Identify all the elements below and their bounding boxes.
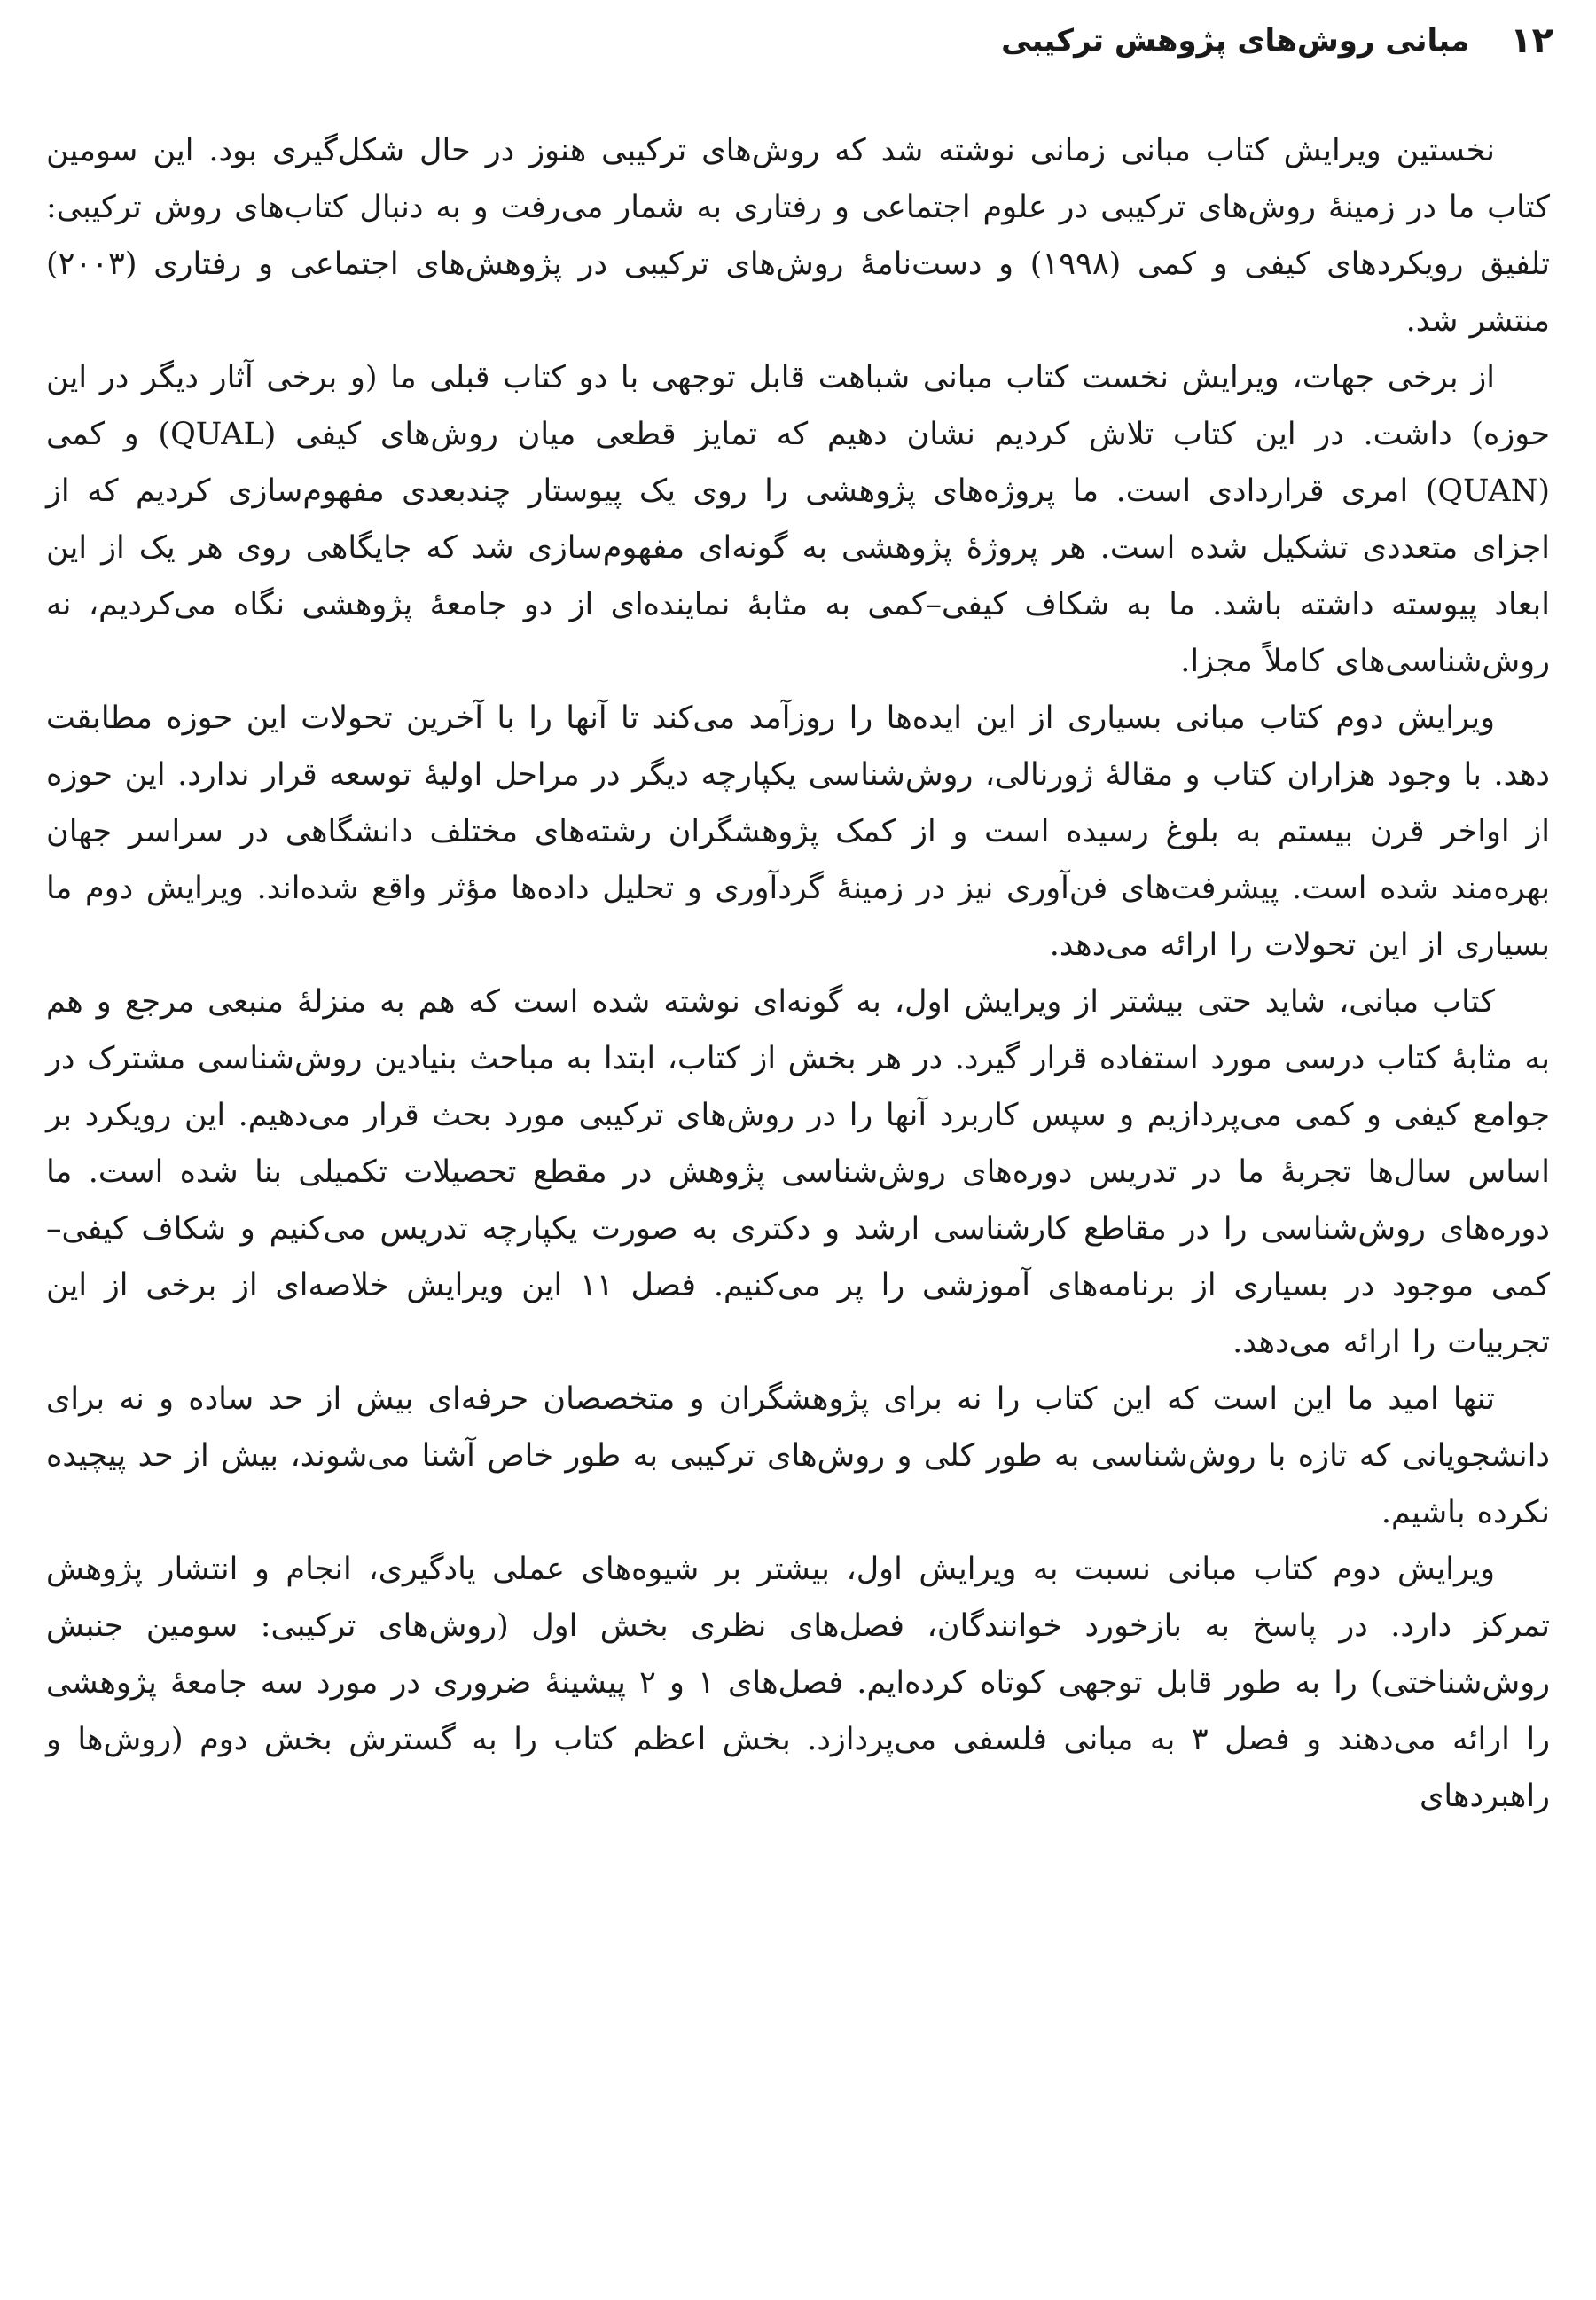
paragraph-2: از برخی جهات، ویرایش نخست کتاب مبانی شباهت قابل توجهی با دو کتاب قبلی ما (و برخی آثار دیگر در این حوزه) داشت. در این کتاب تلاش کردیم نشان دهیم که تمایز قطعی میان روش‌های کیفی (QUAL) و کمی (QUAN) امری قراردادی است. ما پروژه‌های پژوهشی را روی یک پیوستار چندبعدی مفهوم‌سازی کردیم که از اجزای متعددی تشکیل شده است. هر پروژهٔ پژوهشی به گونه‌ای مفهوم‌سازی شد که جایگاهی روی هر یک از این ابعاد پیوسته داشته باشد. ما به شکاف کیفی–کمی به مثابهٔ نماینده‌ای از دو جامعهٔ پژوهشی نگاه می‌کردیم، نه روش‌شناسی‌های کاملاً مجزا.	[46, 360, 1550, 679]
paragraph-3: ویرایش دوم کتاب مبانی بسیاری از این ایده‌ها را روزآمد می‌کند تا آنها را با آخرین تحولات این حوزه مطابقت دهد. با وجود هزاران کتاب و مقالهٔ ژورنالی، روش‌شناسی یکپارچه دیگر در مراحل اولیهٔ توسعه قرار ندارد. این حوزه از اواخر قرن بیستم به بلوغ رسیده است و از کمک پژوهشگران رشته‌های مختلف دانشگاهی در سراسر جهان بهره‌مند شده است. پیشرفت‌های فن‌آوری نیز در زمینهٔ گردآوری و تحلیل داده‌ها مؤثر واقع شده‌اند. ویرایش دوم ما بسیاری از این تحولات را ارائه می‌دهد.	[46, 700, 1550, 963]
paragraph-5: تنها امید ما این است که این کتاب را نه برای پژوهشگران و متخصصان حرفه‌ای بیش از حد ساده و نه برای دانشجویانی که تازه با روش‌شناسی به طور کلی و روش‌های ترکیبی به طور خاص آشنا می‌شوند، بیش از حد پیچیده نکرده باشیم.	[46, 1381, 1550, 1530]
running-title: مبانی روش‌های پژوهش ترکیبی	[1001, 23, 1470, 59]
body-text	[46, 122, 1550, 1825]
paragraph-1: نخستین ویرایش کتاب مبانی زمانی نوشته شد که روش‌های ترکیبی هنوز در حال شکل‌گیری بود. این سومین کتاب ما در زمینهٔ روش‌های ترکیبی در علوم اجتماعی و رفتاری به شمار می‌رفت و به دنبال کتاب‌های روش ترکیبی: تلفیق رویکردهای کیفی و کمی (۱۹۹۸) و دست‌نامهٔ روش‌های ترکیبی در پژوهش‌های اجتماعی و رفتاری (۲۰۰۳) منتشر شد.	[46, 133, 1550, 339]
page-number: ۱۲	[1510, 20, 1553, 61]
paragraph-6: ویرایش دوم کتاب مبانی نسبت به ویرایش اول، بیشتر بر شیوه‌های عملی یادگیری، انجام و انتشار پژوهش تمرکز دارد. در پاسخ به بازخورد خوانندگان، فصل‌های نظری بخش اول (روش‌های ترکیبی: سومین جنبش روش‌شناختی) را به طور قابل توجهی کوتاه کرده‌ایم. فصل‌های ۱ و ۲ پیشینهٔ ضروری در مورد سه جامعهٔ پژوهشی را ارائه می‌دهند و فصل ۳ به مبانی فلسفی می‌پردازد. بخش اعظم کتاب را به گسترش بخش دوم (روش‌ها و راهبردهای	[46, 1552, 1551, 1814]
running-head	[53, 16, 1553, 66]
paragraph-4: کتاب مبانی، شاید حتی بیشتر از ویرایش اول، به گونه‌ای نوشته شده است که هم به منزلهٔ منبعی مرجع و هم به مثابهٔ کتاب درسی مورد استفاده قرار گیرد. در هر بخش از کتاب، ابتدا به مباحث بنیادین روش‌شناسی مشترک در جوامع کیفی و کمی می‌پردازیم و سپس کاربرد آنها را در روش‌های ترکیبی مورد بحث قرار می‌دهیم. این رویکرد بر اساس سال‌ها تجربهٔ ما در تدریس دوره‌های روش‌شناسی پژوهش در مقطع تحصیلات تکمیلی بنا شده است. ما دوره‌های روش‌شناسی را در مقاطع کارشناسی ارشد و دکتری به صورت یکپارچه تدریس می‌کنیم و شکاف کیفی–کمی موجود در بسیاری از برنامه‌های آموزشی را پر می‌کنیم. فصل ۱۱ این ویرایش خلاصه‌ای از برخی از این تجربیات را ارائه می‌دهد.	[46, 984, 1551, 1360]
